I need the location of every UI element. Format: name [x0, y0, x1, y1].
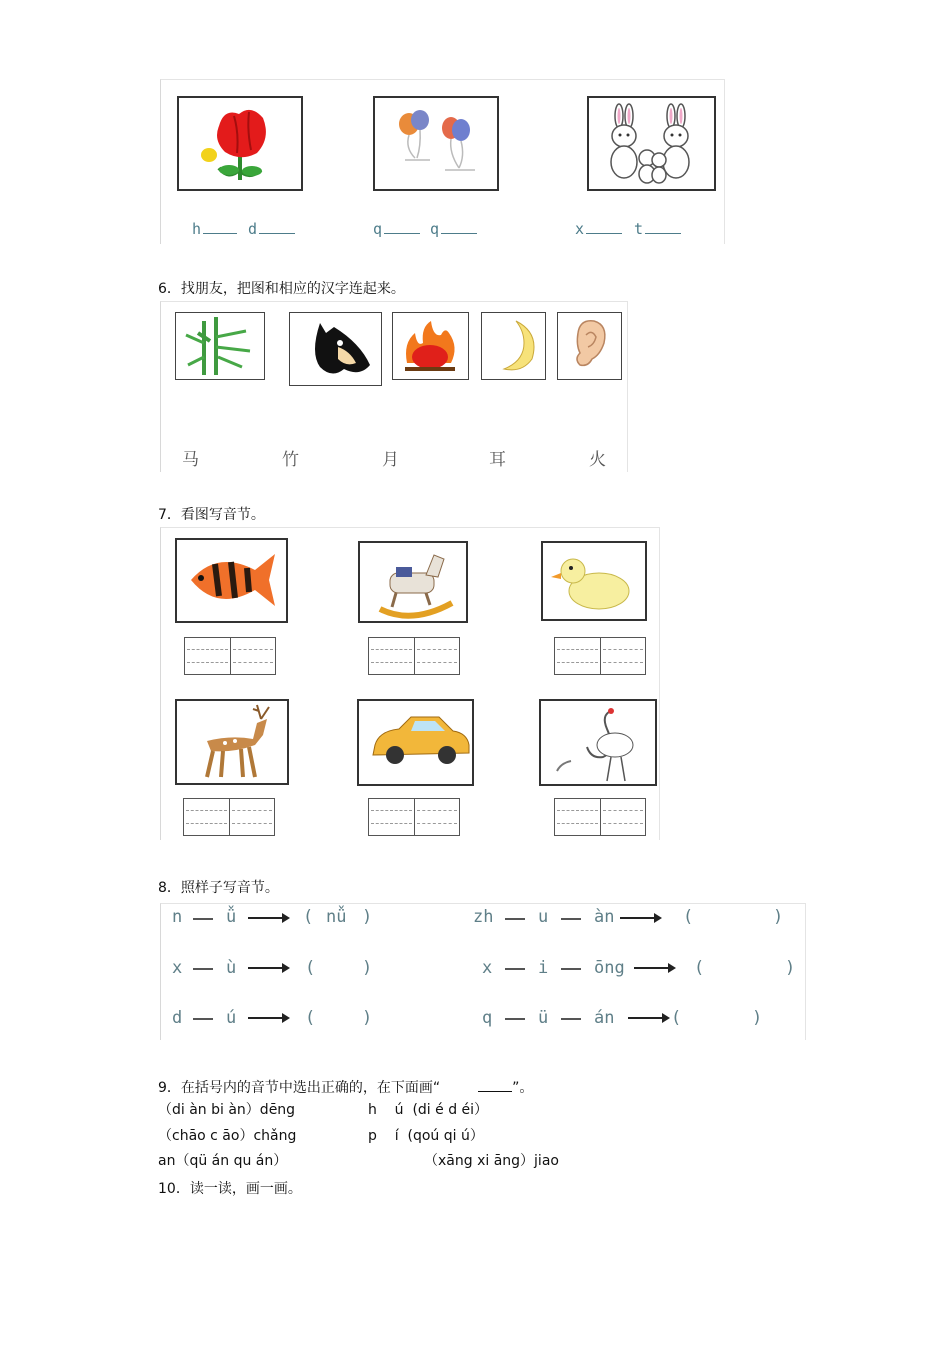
- section9-title: [158, 1077, 533, 1097]
- char-huo[interactable]: 火: [589, 450, 606, 470]
- left-row2-final: ù: [226, 958, 237, 978]
- right-row2-close-paren: ): [785, 958, 796, 978]
- right-row1-medial: u: [538, 907, 549, 927]
- right-row3-arrow: [628, 1017, 668, 1019]
- section9-underline-sample: [478, 1091, 512, 1092]
- section9-row2-left[interactable]: （chāo c āo）chǎng: [158, 1128, 297, 1144]
- right-row2-medial: i: [538, 958, 549, 978]
- fill-rose-1[interactable]: h: [192, 220, 237, 238]
- write-box-rocking-horse[interactable]: [368, 637, 460, 675]
- right-row1-open-paren: (: [683, 907, 694, 927]
- section9-row3-left[interactable]: an（qü án qu án）: [158, 1153, 288, 1169]
- char-ma[interactable]: 马: [182, 450, 199, 470]
- section9-row1-left[interactable]: （di àn bi àn）dēng: [158, 1102, 296, 1118]
- right-row3-medial: ü: [538, 1008, 549, 1028]
- left-row1-open-paren: (: [303, 907, 314, 927]
- right-row3-final: án: [594, 1008, 615, 1028]
- char-yue[interactable]: 月: [382, 450, 399, 470]
- right-row1-final: àn: [594, 907, 615, 927]
- left-row2-initial: x: [172, 958, 183, 978]
- ear-picture: [557, 312, 622, 380]
- write-box-fish[interactable]: [184, 637, 276, 675]
- left-row2-arrow: [248, 967, 288, 969]
- left-row3-close-paren: ): [362, 1008, 373, 1028]
- section7-title: 7．看图写音节。: [158, 507, 265, 523]
- right-row2-initial: x: [482, 958, 493, 978]
- section8-title: 8．照样子写音节。: [158, 880, 279, 896]
- fill-balloon-2[interactable]: q: [430, 220, 477, 238]
- fill-rabbit-1[interactable]: x: [575, 220, 622, 238]
- rocking-horse-picture: [358, 541, 468, 623]
- write-box-deer[interactable]: [183, 798, 275, 836]
- left-row1-close-paren: ): [362, 907, 373, 927]
- fill-rabbit-2[interactable]: t: [634, 220, 681, 238]
- deer-picture: [175, 699, 289, 785]
- right-row2-dash1: [505, 968, 525, 970]
- left-row1-arrow: [248, 917, 288, 919]
- right-row1-dash2: [561, 918, 581, 920]
- section9-row1-right[interactable]: h ú (di é d éi）: [368, 1102, 489, 1118]
- right-row2-arrow: [634, 967, 674, 969]
- rose-picture: [177, 96, 303, 191]
- horse-picture: [289, 312, 382, 386]
- left-row3-arrow: [248, 1017, 288, 1019]
- fish-picture: [175, 538, 288, 623]
- char-er[interactable]: 耳: [489, 450, 506, 470]
- fire-picture: [392, 312, 469, 380]
- right-row1-dash1: [505, 918, 525, 920]
- right-row3-open-paren: (: [671, 1008, 682, 1028]
- section9-title-prefix: 9．在括号内的音节中选出正确的，在下面画“: [158, 1080, 441, 1096]
- section9-title-suffix: ”。: [512, 1080, 534, 1096]
- fill-rose-2[interactable]: d: [248, 220, 295, 238]
- left-row1-final: ǚ: [226, 907, 237, 927]
- section9-row2-right[interactable]: p í (qoú qi ú）: [368, 1128, 484, 1144]
- balloons-picture: [373, 96, 499, 191]
- write-box-duck[interactable]: [554, 637, 646, 675]
- duck-picture: [541, 541, 647, 621]
- right-row2-final: ōng: [594, 958, 625, 978]
- left-row3-final: ú: [226, 1008, 237, 1028]
- right-row2-dash2: [561, 968, 581, 970]
- rabbits-picture: [587, 96, 716, 191]
- right-row3-close-paren: ): [752, 1008, 763, 1028]
- right-row1-arrow: [620, 917, 660, 919]
- section9-row3-right[interactable]: （xāng xi āng）jiao: [424, 1153, 559, 1169]
- write-box-car[interactable]: [368, 798, 460, 836]
- left-row1-dash: [193, 918, 213, 920]
- left-row1-initial: n: [172, 907, 183, 927]
- crane-picture: [539, 699, 657, 786]
- left-row2-close-paren: ): [362, 958, 373, 978]
- char-zhu[interactable]: 竹: [282, 450, 299, 470]
- right-row2-open-paren: (: [694, 958, 705, 978]
- left-row3-open-paren: (: [305, 1008, 316, 1028]
- write-box-crane[interactable]: [554, 798, 646, 836]
- left-row2-open-paren: (: [305, 958, 316, 978]
- left-row3-dash: [193, 1018, 213, 1020]
- section10-title: 10．读一读，画一画。: [158, 1181, 302, 1197]
- left-row3-initial: d: [172, 1008, 183, 1028]
- right-row3-dash2: [561, 1018, 581, 1020]
- right-row1-close-paren: ): [773, 907, 784, 927]
- section6-title: 6．找朋友，把图和相应的汉字连起来。: [158, 281, 405, 297]
- right-row3-initial: q: [482, 1008, 493, 1028]
- right-row3-dash1: [505, 1018, 525, 1020]
- car-picture: [357, 699, 474, 786]
- right-row1-initial: zh: [473, 907, 494, 927]
- left-row2-dash: [193, 968, 213, 970]
- fill-balloon-1[interactable]: q: [373, 220, 420, 238]
- bamboo-picture: [175, 312, 265, 380]
- moon-picture: [481, 312, 546, 380]
- left-row1-answer[interactable]: nǚ: [326, 907, 347, 927]
